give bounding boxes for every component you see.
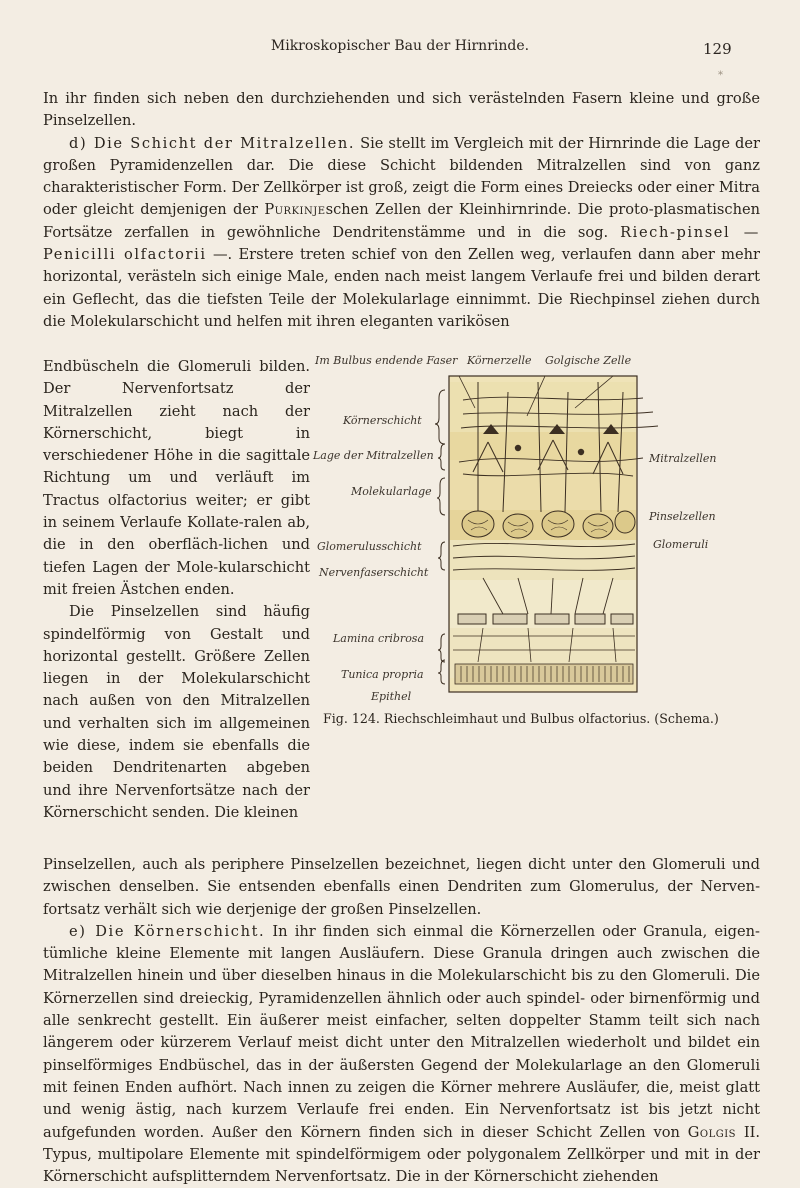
name-purkinje: Purkinje xyxy=(264,201,326,219)
name-golgi: Golgis xyxy=(687,1123,737,1141)
label-nervenfaserschicht: Nervenfaserschicht xyxy=(319,566,429,579)
paragraph-koernerschicht: e) Die Körnerschicht. In ihr finden sich einmal die Körnerzellen oder Granula, eigen-tümliche kleine Elemente mit langen Ausläufern. Diese Granula dringen auch zwischen die Mitralzellen hinein und über dieselben hinaus in die Molekularschicht bis zu den Glomeruli. Die Körnerzellen sind dreieckig, Pyramidenzellen ähnlich oder auch spindel- oder birnenförmig und alle senkrecht gestellt. Ein äußerer meist einfacher, selten doppelter Stamm teilt sich nach längerem oder kürzerem Verlauf meist dicht unter den Mitralzellen wiederholt und bildet ein pinselförmiges Endbüschel, das in der äußersten Gegend der Molekularlage an den Glomeruli mit feinen Enden aufhört. Nach innen zu zeigen die Körner mehrere Ausläufer, die, meist glatt und wenig ästig, nach kurzem Verlaufe frei enden. Ein Nervenfortsatz ist bis jetzt nicht aufgefunden worden. Außer den Körnern finden sich in dieser Schicht Zellen von Golgis II. Typus, multipolare Elemente mit spindelförmigem oder polygonalem Zellkörper und mit in der Körnerschicht aufsplitterndem Nervenfortsatz. Die in der Körnerschicht ziehenden xyxy=(43,922,760,1186)
running-header xyxy=(0,38,800,62)
paragraph-pinselzellen-continued: Pinselzellen, auch als periphere Pinselzellen bezeichnet, liegen dicht unter den Glomeruli und zwischen denselben. Sie entsenden ebenfalls einen Dendriten zum Glomerulus, der Nerven-fortsatz verhält sich wie derjenige der großen Pinselzellen. xyxy=(43,856,760,918)
margin-mark: * xyxy=(718,70,723,81)
running-title: Mikroskopischer Bau der Hirnrinde. xyxy=(270,38,530,54)
label-molekularlage: Molekularlage xyxy=(351,485,432,498)
top-text-block xyxy=(43,88,760,333)
label-epithel: Epithel xyxy=(371,690,412,703)
bulbus-schema-illustration xyxy=(313,352,768,712)
label-golgische-zelle: Golgische Zelle xyxy=(545,354,632,367)
term-riechpinsel: Riech-pinsel — Penicilli olfactorii xyxy=(43,223,760,264)
label-glomeruli: Glomeruli xyxy=(653,538,709,551)
label-im-bulbus-endende-faser: Im Bulbus endende Faser xyxy=(315,354,458,367)
section-heading-koernerschicht: e) Die Körnerschicht. xyxy=(69,922,266,940)
paragraph-mitral: d) Die Schicht der Mitralzellen. Sie stellt im Vergleich mit der Hirnrinde die Lage der großen Pyramidenzellen dar. Die diese Schicht bildenden Mitralzellen sind von ganz charakteristischer Form. Der Zellkörper ist groß, zeigt die Form eines Dreiecks oder einer Mitra oder gleicht demjenigen der Purkinjeschen Zellen der Kleinhirnrinde. Die proto-plasmatischen Fortsätze zerfallen in gewöhnliche Dendritenstämme und in die sog. Riech-pinsel — Penicilli olfactorii —. Erstere treten schief von den Zellen weg, verlaufen dann aber mehr horizontal, verästeln sich einige Male, enden nach meist langem Verlaufe frei und bilden derart ein Geflecht, das die tiefsten Teile der Molekularlage einnimmt. Die Riechpinsel ziehen durch die Molekularschicht und helfen mit ihren eleganten varikösen xyxy=(43,134,760,330)
label-mitralzellen: Mitralzellen xyxy=(649,452,717,465)
label-pinselzellen: Pinselzellen xyxy=(649,510,716,523)
label-lage-der-mitralzellen: Lage der Mitralzellen xyxy=(313,449,434,462)
page-number: 129 xyxy=(703,40,732,58)
label-koernerzelle: Körnerzelle xyxy=(467,354,532,367)
section-heading-mitral: d) Die Schicht der Mitralzellen. xyxy=(69,134,356,152)
label-koernerschicht: Körnerschicht xyxy=(343,414,422,427)
figure-124 xyxy=(313,352,768,732)
bottom-text-block xyxy=(43,854,760,1188)
label-glomerulusschicht: Glomerulusschicht xyxy=(317,540,422,553)
left-column-text xyxy=(43,356,310,824)
figure-caption: Fig. 124. Riechschleimhaut und Bulbus olfactorius. (Schema.) xyxy=(323,711,719,726)
paragraph-intro: In ihr finden sich neben den durchziehenden und sich verästelnden Fasern kleine und große Pinselzellen. xyxy=(43,90,760,130)
paragraph-mitral-continued: Endbüscheln die Glomeruli bilden. Der Nervenfortsatz der Mitralzellen zieht nach der Körnerschicht, biegt in verschiedener Höhe in die sagittale Richtung um und verläuft im Tractus olfactorius weiter; er gibt in seinem Verlaufe Kollate-ralen ab, die in den oberfläch-lichen und tiefen Lagen der Mole-kularschicht mit freien Ästchen enden. xyxy=(43,358,310,598)
label-tunica-propria: Tunica propria xyxy=(341,668,424,681)
paragraph-pinselzellen: Die Pinselzellen sind häufig spindelförmig von Gestalt und horizontal gestellt. Größere Zellen liegen in der Molekularschicht nach außen von den Mitralzellen und verhalten sich im allgemeinen wie diese, indem sie ebenfalls die beiden Dendritenarten abgeben und ihre Nervenfortsätze nach der Körnerschicht senden. Die kleinen xyxy=(43,603,310,821)
label-lamina-cribrosa: Lamina cribrosa xyxy=(333,632,425,645)
